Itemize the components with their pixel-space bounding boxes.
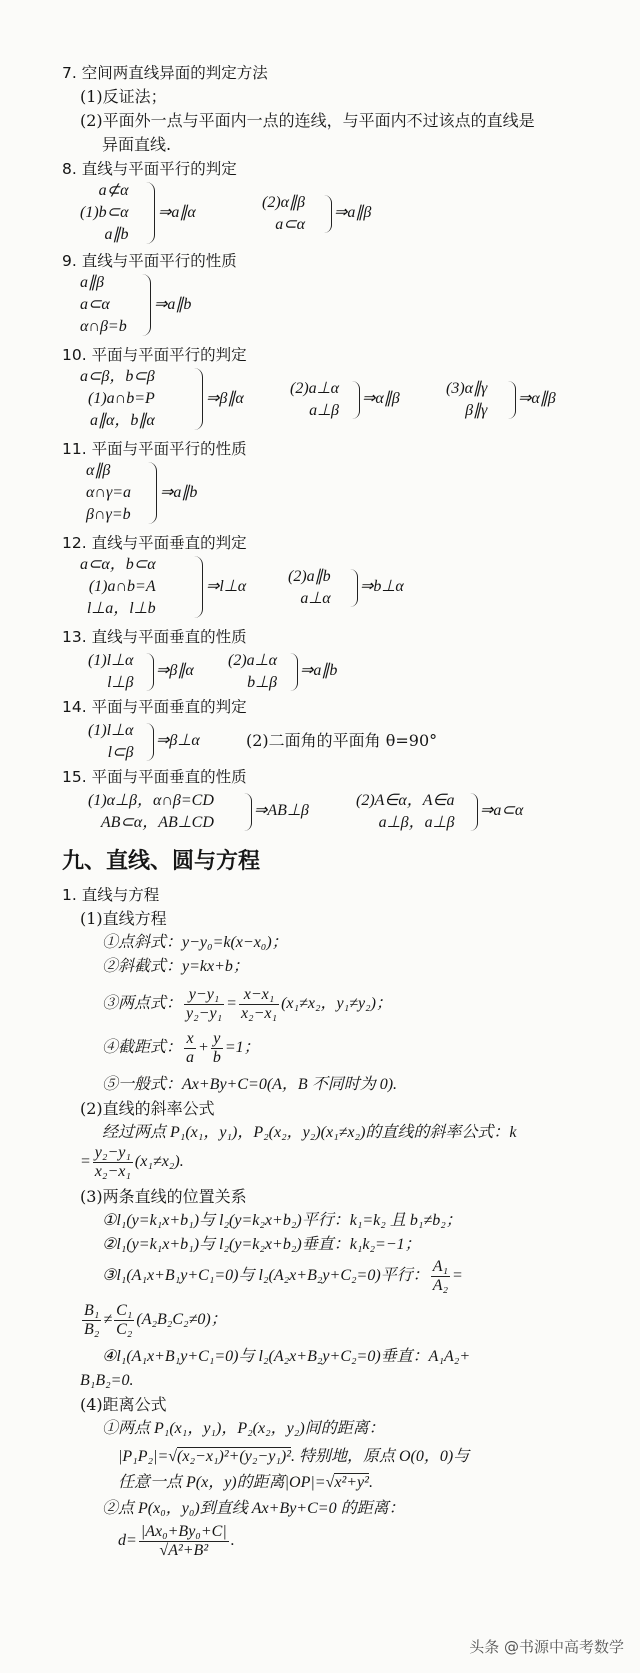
relation-3a: ③l₁(A₁x+B₁y+C₁=0)与 l₂(A₂x+B₂y+C₂=0)平行： $\frac{\text{A₁}}{\text{A₂}}$ = — [102, 1257, 463, 1294]
s7-title: 7. 空间两直线异面的判定方法 — [62, 64, 268, 82]
s9-result-1: ⇒a∥b — [154, 296, 192, 313]
s8-result-2: ⇒a∥β — [334, 204, 372, 221]
ch9-p1: (1)直线方程 — [80, 909, 167, 928]
s12-result-2: ⇒b⊥α — [360, 578, 404, 595]
s14-title: 14. 平面与平面垂直的判定 — [62, 698, 247, 716]
s15-brace-1 — [244, 793, 252, 831]
s7-item-2a: (2)平面外一点与平面内一点的连线，与平面内不过该点的直线是 — [80, 111, 535, 130]
s15-result-2: ⇒a⊂α — [480, 802, 524, 819]
s13-brace-2 — [290, 653, 298, 691]
s14-brace-1 — [146, 723, 154, 761]
eq-intercept: ④截距式： $\frac{x}{a}$ + $\frac{y}{b}$ =1； — [102, 1029, 260, 1066]
ch9-p3: (3)两条直线的位置关系 — [80, 1187, 247, 1206]
s8-cond-1: a⊄α (1)b⊂α a∥b — [80, 182, 129, 243]
s11-cond-1: α∥β α∩γ=a β∩γ=b — [86, 462, 132, 523]
s10-brace-2 — [352, 381, 360, 419]
s10-title: 10. 平面与平面平行的判定 — [62, 346, 247, 364]
relation-4b: B₁B₂=0. — [80, 1372, 134, 1389]
s13-result-1: ⇒β∥α — [156, 662, 194, 679]
s15-result-1: ⇒AB⊥β — [254, 802, 309, 819]
s13-brace-1 — [146, 653, 154, 691]
relation-4a: ④l₁(A₁x+B₁y+C₁=0)与 l₂(A₂x+B₂y+C₂=0)垂直：A₁A₂+ — [102, 1348, 471, 1365]
s11-result-1: ⇒a∥b — [160, 484, 198, 501]
s10-result-2: ⇒α∥β — [362, 390, 400, 407]
slope-line-2: = $\frac{\text{y₂−y₁}}{\text{x₂−x₁}}$ (x₁≠x₂). — [80, 1143, 184, 1180]
s10-cond-1: a⊂β，b⊂β (1)a∩b=P a∥α，b∥α — [80, 368, 155, 429]
s9-cond-1: a∥β a⊂α α∩β=b — [80, 274, 127, 335]
s13-cond-2: (2)a⊥α b⊥β — [228, 652, 277, 691]
s14-item-2: (2)二面角的平面角 θ=90° — [246, 731, 438, 750]
s12-result-1: ⇒l⊥α — [206, 578, 247, 595]
s7-item-2b: 异面直线. — [102, 135, 172, 154]
s12-cond-2: (2)a∥b a⊥α — [288, 568, 331, 607]
distance-5: d= $\frac{\text{|Ax₀+By₀+C|}}{\text{√A²+B²}}$ . — [118, 1522, 235, 1559]
s10-brace-3 — [508, 381, 516, 419]
eq-point-slope: ①点斜式：y−y₀=k(x−x₀)； — [102, 934, 288, 951]
distance-3: 任意一点 P(x，y)的距离|OP|=√x²+y². — [118, 1474, 373, 1491]
s8-title: 8. 直线与平面平行的判定 — [62, 160, 237, 178]
sqrt-sign: √ — [325, 1474, 335, 1491]
ch9-s1-title: 1. 直线与方程 — [62, 886, 160, 904]
s10-result-1: ⇒β∥α — [206, 390, 244, 407]
relation-3b: $\frac{\text{B₁}}{\text{B₂}}$ ≠ $\frac{\text{C₁}}{\text{C₂}}$ (A₂B₂C₂≠0)； — [84, 1301, 227, 1338]
eq-general: ⑤一般式：Ax+By+C=0(A，B 不同时为 0). — [102, 1076, 398, 1093]
eq-slope-intercept: ②斜截式：y=kx+b； — [102, 958, 249, 975]
s9-brace-1 — [142, 274, 151, 336]
ch9-p4: (4)距离公式 — [80, 1395, 167, 1414]
s8-brace-1 — [146, 182, 155, 244]
chapter-heading: 九、直线、圆与方程 — [62, 849, 261, 874]
s13-cond-1: (1)l⊥α l⊥β — [88, 652, 134, 691]
s14-result-1: ⇒β⊥α — [156, 732, 200, 749]
s10-result-3: ⇒α∥β — [518, 390, 556, 407]
s7-item-1: (1)反证法； — [80, 87, 167, 106]
watermark: 头条 @书源中高考数学 — [469, 1638, 624, 1656]
ch9-p2: (2)直线的斜率公式 — [80, 1099, 215, 1118]
relation-2: ②l₁(y=k₁x+b₁)与 l₂(y=k₂x+b₂)垂直：k₁k₂=−1； — [102, 1236, 421, 1253]
s8-result-1: ⇒a∥α — [158, 204, 196, 221]
distance-2: |P₁P₂|=√(x₂−x₁)²+(y₂−y₁)². 特别地，原点 O(0，0)与 — [118, 1448, 470, 1465]
distance-4: ②点 P(x₀，y₀)到直线 Ax+By+C=0 的距离： — [102, 1500, 405, 1517]
sqrt-sign: √ — [168, 1448, 178, 1465]
s13-title: 13. 直线与平面垂直的性质 — [62, 628, 247, 646]
s11-brace-1 — [148, 462, 157, 524]
s13-result-2: ⇒a∥b — [300, 662, 338, 679]
distance-1: ①两点 P₁(x₁，y₁)，P₂(x₂，y₂)间的距离： — [102, 1420, 385, 1437]
slope-line-1: 经过两点 P₁(x₁，y₁)，P₂(x₂，y₂)(x₁≠x₂)的直线的斜率公式：k — [102, 1124, 517, 1141]
s11-title: 11. 平面与平面平行的性质 — [62, 440, 247, 458]
s12-brace-1 — [194, 556, 203, 618]
relation-1: ①l₁(y=k₁x+b₁)与 l₂(y=k₂x+b₂)平行：k₁=k₂ 且 b₁≠b₂； — [102, 1212, 462, 1229]
s8-brace-2 — [324, 195, 332, 233]
s15-cond-1: (1)α⊥β，α∩β=CD AB⊂α，AB⊥CD — [88, 792, 214, 831]
s15-title: 15. 平面与平面垂直的性质 — [62, 768, 247, 786]
s10-cond-2: (2)a⊥α a⊥β — [290, 380, 339, 419]
s15-cond-2: (2)A∈α，A∈a a⊥β，a⊥β — [356, 792, 455, 831]
s12-brace-2 — [350, 569, 358, 607]
s10-cond-3: (3)α∥γ β∥γ — [446, 380, 488, 419]
s12-cond-1: a⊂α，b⊂α (1)a∩b=A l⊥a，l⊥b — [80, 556, 156, 617]
s8-cond-2: (2)α∥β a⊂α — [262, 194, 306, 233]
s15-brace-2 — [470, 793, 478, 831]
s9-title: 9. 直线与平面平行的性质 — [62, 252, 237, 270]
s14-cond-1: (1)l⊥α l⊂β — [88, 722, 134, 761]
s10-brace-1 — [194, 368, 203, 430]
eq-two-point: ③两点式： $\frac{\text{y−y₁}}{\text{y₂−y₁}}$ = $\frac{\text{x−x₁}}{\text{x₂−x₁}}$ (x₁≠x₂，y₁≠y₂)； — [102, 985, 392, 1022]
s12-title: 12. 直线与平面垂直的判定 — [62, 534, 247, 552]
